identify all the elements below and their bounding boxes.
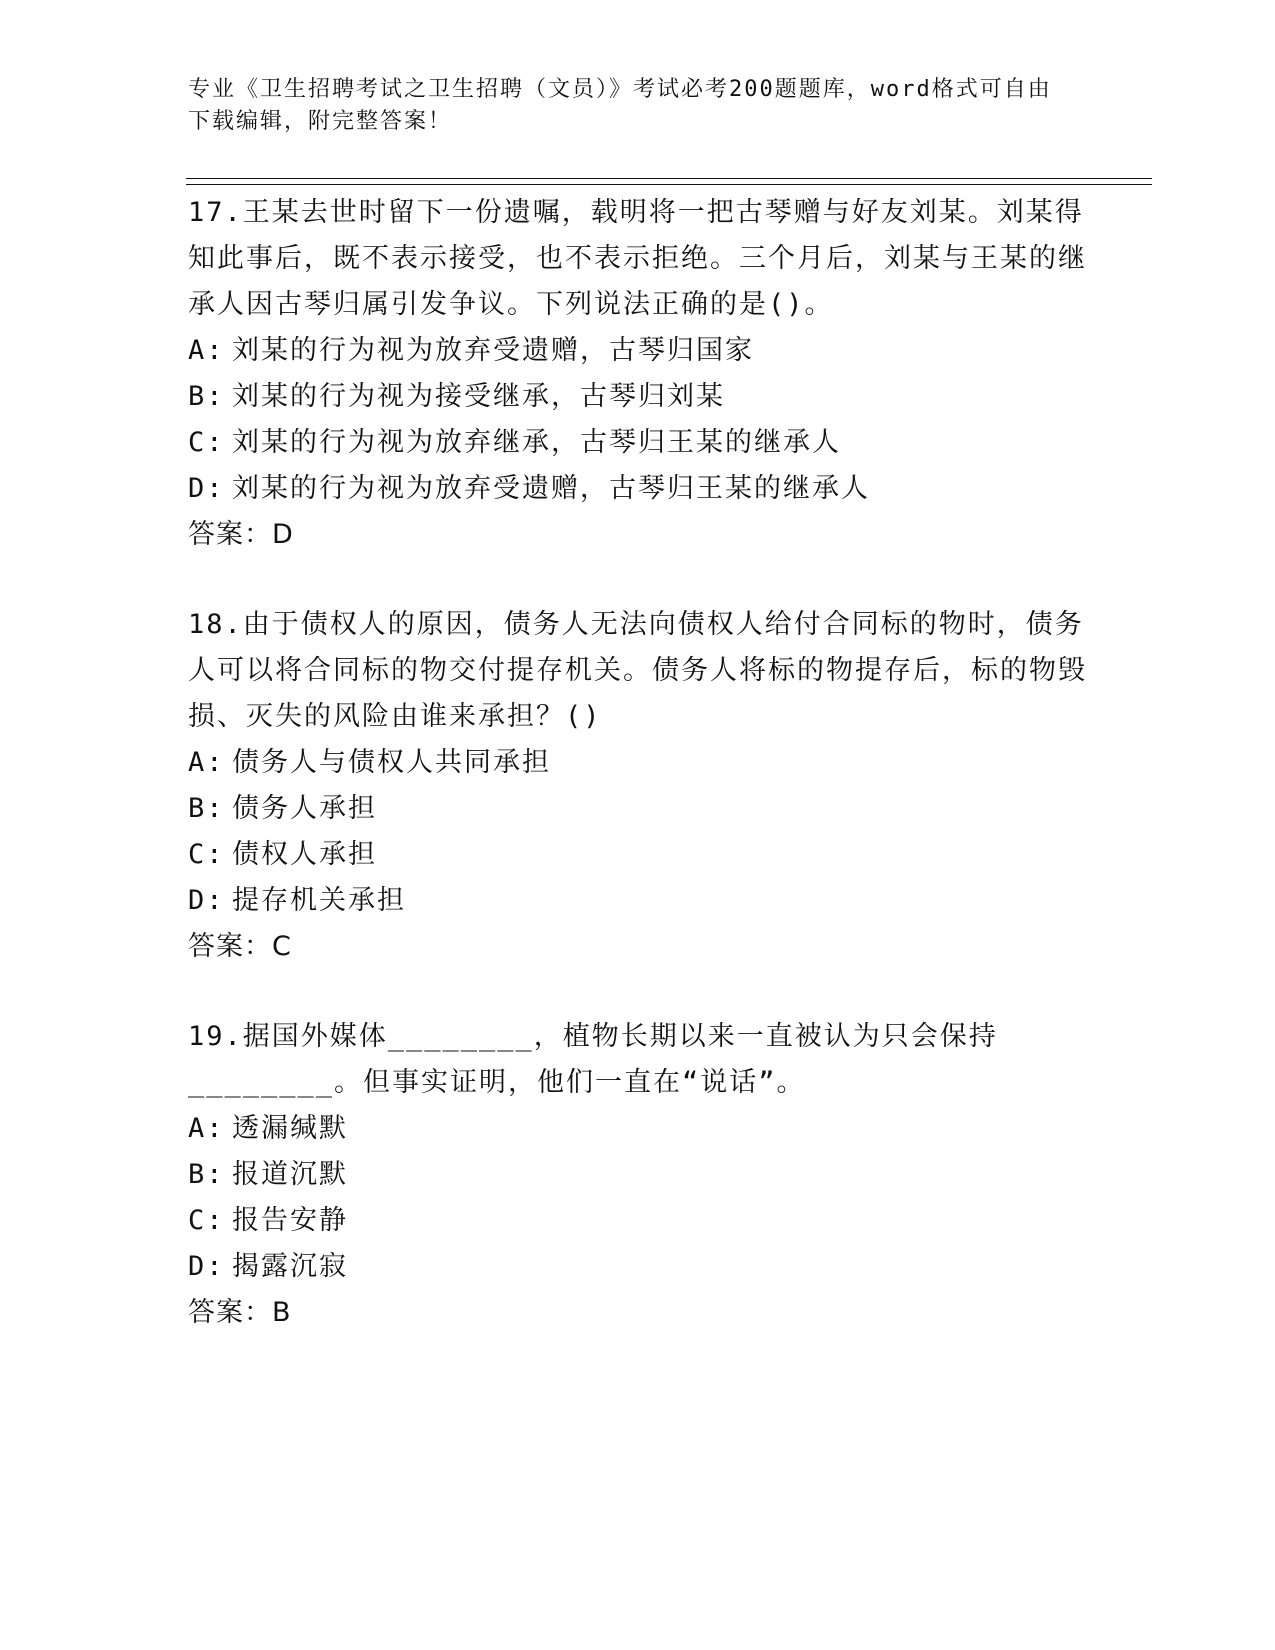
option-key: B:: [188, 793, 225, 824]
option-text: 刘某的行为视为放弃受遗赠，古琴归国家: [232, 335, 754, 366]
option-c: [188, 420, 1088, 466]
answer-line: 答案：C: [188, 931, 292, 962]
question-stem: 19.据国外媒体________，植物长期以来一直被认为只会保持________。但事实证明，他们一直在“说话”。: [188, 1021, 998, 1098]
option-key: C:: [188, 427, 225, 458]
option-key: C:: [188, 1205, 225, 1236]
answer-line: 答案：D: [188, 519, 294, 550]
option-key: B:: [188, 381, 225, 412]
option-text: 刘某的行为视为接受继承，古琴归刘某: [232, 381, 725, 412]
option-b: [188, 374, 1088, 420]
option-text: 债权人承担: [232, 839, 377, 870]
document-header: 专业《卫生招聘考试之卫生招聘（文员）》考试必考200题题库，word格式可自由下载编辑，附完整答案！: [188, 77, 1052, 134]
option-text: 债务人承担: [232, 793, 377, 824]
option-a: [188, 328, 1088, 374]
option-a: [188, 1106, 1088, 1152]
option-text: 揭露沉寂: [232, 1251, 348, 1282]
option-d: [188, 466, 1088, 512]
option-d: [188, 1244, 1088, 1290]
option-text: 债务人与债权人共同承担: [232, 747, 551, 778]
question-list: [188, 190, 1088, 1380]
question-18: [188, 602, 1088, 970]
option-b: [188, 1152, 1088, 1198]
option-key: B:: [188, 1159, 225, 1190]
option-key: A:: [188, 1113, 225, 1144]
option-d: [188, 878, 1088, 924]
option-text: 提存机关承担: [232, 885, 406, 916]
option-text: 透漏缄默: [232, 1113, 348, 1144]
option-key: A:: [188, 747, 225, 778]
header-divider-bottom: [186, 184, 1152, 185]
option-key: A:: [188, 335, 225, 366]
option-text: 刘某的行为视为放弃继承，古琴归王某的继承人: [232, 427, 841, 458]
question-17: [188, 190, 1088, 558]
option-key: D:: [188, 885, 225, 916]
option-a: [188, 740, 1088, 786]
header-divider-top: [186, 178, 1152, 179]
question-stem: 17.王某去世时留下一份遗嘱，载明将一把古琴赠与好友刘某。刘某得知此事后，既不表示接受，也不表示拒绝。三个月后，刘某与王某的继承人因古琴归属引发争议。下列说法正确的是()。: [188, 197, 1087, 320]
option-key: D:: [188, 473, 225, 504]
option-b: [188, 786, 1088, 832]
option-key: C:: [188, 839, 225, 870]
question-19: [188, 1014, 1088, 1336]
question-stem: 18.由于债权人的原因，债务人无法向债权人给付合同标的物时，债务人可以将合同标的物交付提存机关。债务人将标的物提存后，标的物毁损、灭失的风险由谁来承担？(): [188, 609, 1087, 732]
option-key: D:: [188, 1251, 225, 1282]
option-text: 报道沉默: [232, 1159, 348, 1190]
option-text: 报告安静: [232, 1205, 348, 1236]
option-c: [188, 1198, 1088, 1244]
answer-line: 答案：B: [188, 1297, 292, 1328]
option-text: 刘某的行为视为放弃受遗赠，古琴归王某的继承人: [232, 473, 870, 504]
option-c: [188, 832, 1088, 878]
